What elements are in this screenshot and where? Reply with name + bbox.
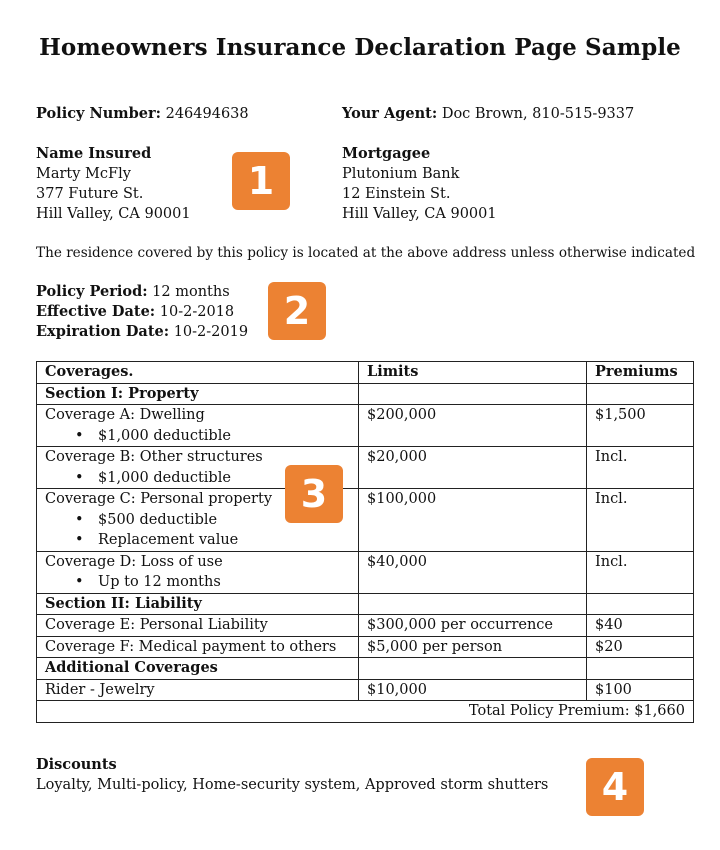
coverage-f-premium: $20 [587, 636, 694, 658]
effective-label: Effective Date: [36, 303, 156, 320]
coverage-c-name: Coverage C: Personal property [45, 491, 273, 507]
table-row [37, 489, 694, 552]
coverage-f-name: Coverage F: Medical payment to others [37, 636, 359, 658]
table-row [37, 615, 694, 637]
period-label: Policy Period: [36, 283, 148, 300]
mortgagee-block [342, 144, 497, 224]
header-coverages: Coverages. [37, 362, 359, 384]
section-property: Section I: Property [37, 383, 359, 405]
policy-number [36, 104, 249, 124]
table-row [37, 405, 694, 447]
coverage-c-bullet-1: $500 deductible [98, 511, 218, 528]
mortgagee-heading: Mortgagee [342, 145, 431, 162]
badge-1: 1 [232, 152, 290, 210]
coverage-a-name: Coverage A: Dwelling [45, 407, 205, 423]
coverage-b-name: Coverage B: Other structures [45, 449, 263, 465]
effective-value: 10-2-2018 [159, 304, 235, 320]
rider-limit: $10,000 [359, 679, 587, 701]
coverage-d-bullet: Up to 12 months [98, 574, 221, 590]
coverage-e-limit: $300,000 per occurrence [359, 615, 587, 637]
coverage-b-bullet: $1,000 deductible [98, 469, 231, 486]
expiration-value: 10-2-2019 [173, 324, 249, 340]
discounts-heading: Discounts [36, 756, 117, 773]
coverage-d-name: Coverage D: Loss of use [45, 553, 223, 570]
mortgagee-city: Hill Valley, CA 90001 [342, 206, 497, 222]
insured-block [36, 144, 191, 224]
coverage-c-bullet-2: Replacement value [98, 532, 239, 548]
header-premiums: Premiums [587, 362, 694, 384]
table-row [37, 383, 694, 405]
coverage-c-limit: $100,000 [359, 489, 587, 552]
period-value: 12 months [152, 284, 230, 300]
badge-2: 2 [268, 282, 326, 340]
agent [342, 104, 634, 124]
table-row [37, 636, 694, 658]
coverage-d-limit: $40,000 [359, 551, 587, 593]
residence-note: The residence covered by this policy is located at the above address unless otherwise indicated [36, 245, 696, 261]
table-row [37, 447, 694, 489]
policy-number-value: 246494638 [165, 106, 249, 122]
coverage-a-premium: $1,500 [587, 405, 694, 447]
insured-city: Hill Valley, CA 90001 [36, 206, 191, 222]
total-premium: Total Policy Premium: $1,660 [37, 701, 694, 723]
coverage-table [36, 361, 694, 723]
mortgagee-street: 12 Einstein St. [342, 186, 451, 202]
coverage-f-limit: $5,000 per person [359, 636, 587, 658]
policy-number-label: Policy Number: [36, 105, 161, 122]
insured-name: Marty McFly [36, 166, 131, 182]
rider-name: Rider - Jewelry [37, 679, 359, 701]
table-header-row [37, 362, 694, 384]
rider-premium: $100 [587, 679, 694, 701]
coverage-d-premium: Incl. [587, 551, 694, 593]
insured-heading: Name Insured [36, 145, 152, 162]
coverage-b-premium: Incl. [587, 447, 694, 489]
coverage-b-limit: $20,000 [359, 447, 587, 489]
expiration-label: Expiration Date: [36, 323, 170, 340]
table-total-row [37, 701, 694, 723]
table-row [37, 593, 694, 615]
mortgagee-name: Plutonium Bank [342, 166, 460, 182]
table-row [37, 679, 694, 701]
table-row [37, 551, 694, 593]
coverage-e-premium: $40 [587, 615, 694, 637]
discounts-block [36, 755, 548, 795]
header-limits: Limits [359, 362, 587, 384]
section-additional: Additional Coverages [37, 658, 359, 680]
coverage-c-premium: Incl. [587, 489, 694, 552]
badge-4: 4 [586, 758, 644, 816]
table-row [37, 658, 694, 680]
coverage-e-name: Coverage E: Personal Liability [37, 615, 359, 637]
coverage-a-limit: $200,000 [359, 405, 587, 447]
coverage-a-bullet: $1,000 deductible [98, 427, 231, 444]
agent-label: Your Agent: [342, 105, 438, 122]
agent-value: Doc Brown, 810-515-9337 [441, 106, 635, 122]
insured-street: 377 Future St. [36, 186, 144, 202]
badge-3: 3 [285, 465, 343, 523]
page-title: Homeowners Insurance Declaration Page Sample [39, 34, 681, 61]
section-liability: Section II: Liability [37, 593, 359, 615]
policy-period-block [36, 282, 248, 342]
discounts-text: Loyalty, Multi-policy, Home-security system, Approved storm shutters [36, 777, 549, 793]
